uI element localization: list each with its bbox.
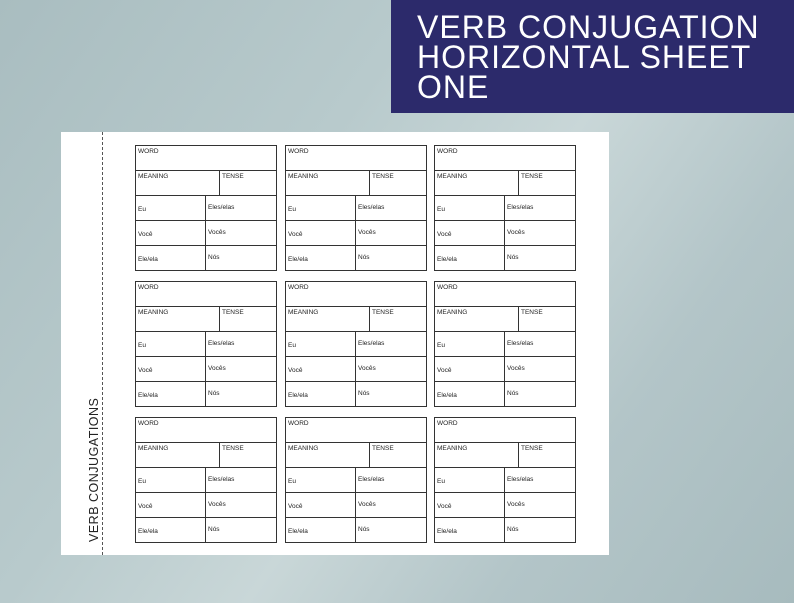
pronoun-field[interactable]: Nós [507,390,519,397]
spine-label: VERB CONJUGATIONS [87,397,101,542]
word-field[interactable]: WORD [435,282,575,307]
tense-field[interactable]: TENSE [220,171,276,196]
pronoun-field[interactable]: Eu [136,196,206,221]
pronoun-field[interactable]: Eu [435,332,505,357]
pronoun-field[interactable]: Ele/ela [136,518,206,543]
pronoun-field[interactable]: Eles/elas [356,196,426,221]
word-field[interactable]: WORD [435,418,575,443]
pronoun-field[interactable]: Eles/elas [505,332,575,357]
pronoun-field[interactable]: Nós [208,526,220,533]
meaning-field[interactable]: MEANING [136,171,220,196]
meaning-field[interactable]: MEANING [136,443,220,468]
pronoun-field[interactable]: Eles/elas [505,468,575,493]
pronoun-field[interactable]: Eles/elas [206,332,276,357]
word-field[interactable]: WORD [136,418,276,443]
tense-field[interactable]: TENSE [220,307,276,332]
pronoun-field[interactable]: Você [435,221,505,246]
pronoun-field[interactable]: Nós [208,254,220,261]
word-field[interactable]: WORD [435,146,575,171]
pronoun-field[interactable]: Ele/ela [136,246,206,271]
pronoun-field[interactable]: Eu [286,196,356,221]
conjugation-card [285,417,427,543]
pronoun-field[interactable]: Ele/ela [136,382,206,407]
conjugation-card [135,281,277,407]
pronoun-field[interactable]: Nós [507,254,519,261]
pronoun-field[interactable]: Você [435,493,505,518]
pronoun-field[interactable]: Vocês [206,493,276,518]
pronoun-field[interactable]: Eu [435,196,505,221]
pronoun-field[interactable]: Eles/elas [206,468,276,493]
pronoun-field[interactable]: Ele/ela [435,518,505,543]
pronoun-field[interactable]: Você [286,493,356,518]
pronoun-field[interactable]: Você [136,221,206,246]
tense-field[interactable]: TENSE [519,307,575,332]
title-line-1: VERB CONJUGATION [417,9,760,45]
pronoun-field[interactable]: Nós [208,390,220,397]
word-field[interactable]: WORD [286,146,426,171]
meaning-field[interactable]: MEANING [286,171,370,196]
meaning-field[interactable]: MEANING [286,307,370,332]
conjugation-card [135,417,277,543]
word-field[interactable]: WORD [136,146,276,171]
tense-field[interactable]: TENSE [370,443,426,468]
pronoun-field[interactable]: Ele/ela [435,382,505,407]
pronoun-field[interactable]: Vocês [206,221,276,246]
pronoun-field[interactable]: Vocês [356,357,426,382]
pronoun-field[interactable]: Vocês [356,493,426,518]
tense-field[interactable]: TENSE [519,443,575,468]
meaning-field[interactable]: MEANING [286,443,370,468]
word-field[interactable]: WORD [136,282,276,307]
pronoun-field[interactable]: Eu [286,468,356,493]
pronoun-field[interactable]: Vocês [505,221,575,246]
pronoun-field[interactable]: Você [435,357,505,382]
conjugation-card [285,281,427,407]
conjugation-card [434,145,576,271]
worksheet-page [61,132,609,555]
pronoun-field[interactable]: Você [286,357,356,382]
pronoun-field[interactable]: Vocês [505,493,575,518]
title-line-2: HORIZONTAL SHEET [417,39,752,75]
meaning-field[interactable]: MEANING [435,307,519,332]
pronoun-field[interactable]: Eu [136,468,206,493]
pronoun-field[interactable]: Ele/ela [286,246,356,271]
pronoun-field[interactable]: Nós [358,526,370,533]
meaning-field[interactable]: MEANING [136,307,220,332]
tense-field[interactable]: TENSE [370,171,426,196]
pronoun-field[interactable]: Você [136,493,206,518]
conjugation-card [135,145,277,271]
pronoun-field[interactable]: Vocês [356,221,426,246]
pronoun-field[interactable]: Eu [286,332,356,357]
pronoun-field[interactable]: Você [136,357,206,382]
pronoun-field[interactable]: Ele/ela [286,382,356,407]
pronoun-field[interactable]: Ele/ela [286,518,356,543]
tense-field[interactable]: TENSE [370,307,426,332]
conjugation-card [285,145,427,271]
pronoun-field[interactable]: Você [286,221,356,246]
pronoun-field[interactable]: Eu [435,468,505,493]
pronoun-field[interactable]: Eu [136,332,206,357]
pronoun-field[interactable]: Vocês [206,357,276,382]
word-field[interactable]: WORD [286,418,426,443]
title-line-3: ONE [417,69,490,105]
pronoun-field[interactable]: Eles/elas [206,196,276,221]
spine-dashed-line [102,132,103,555]
pronoun-field[interactable]: Eles/elas [505,196,575,221]
word-field[interactable]: WORD [286,282,426,307]
pronoun-field[interactable]: Eles/elas [356,468,426,493]
conjugation-card [434,281,576,407]
pronoun-field[interactable]: Vocês [505,357,575,382]
pronoun-field[interactable]: Eles/elas [356,332,426,357]
pronoun-field[interactable]: Nós [507,526,519,533]
pronoun-field[interactable]: Nós [358,390,370,397]
pronoun-field[interactable]: Nós [358,254,370,261]
title-banner [391,0,794,113]
meaning-field[interactable]: MEANING [435,171,519,196]
tense-field[interactable]: TENSE [519,171,575,196]
conjugation-card [434,417,576,543]
tense-field[interactable]: TENSE [220,443,276,468]
meaning-field[interactable]: MEANING [435,443,519,468]
pronoun-field[interactable]: Ele/ela [435,246,505,271]
